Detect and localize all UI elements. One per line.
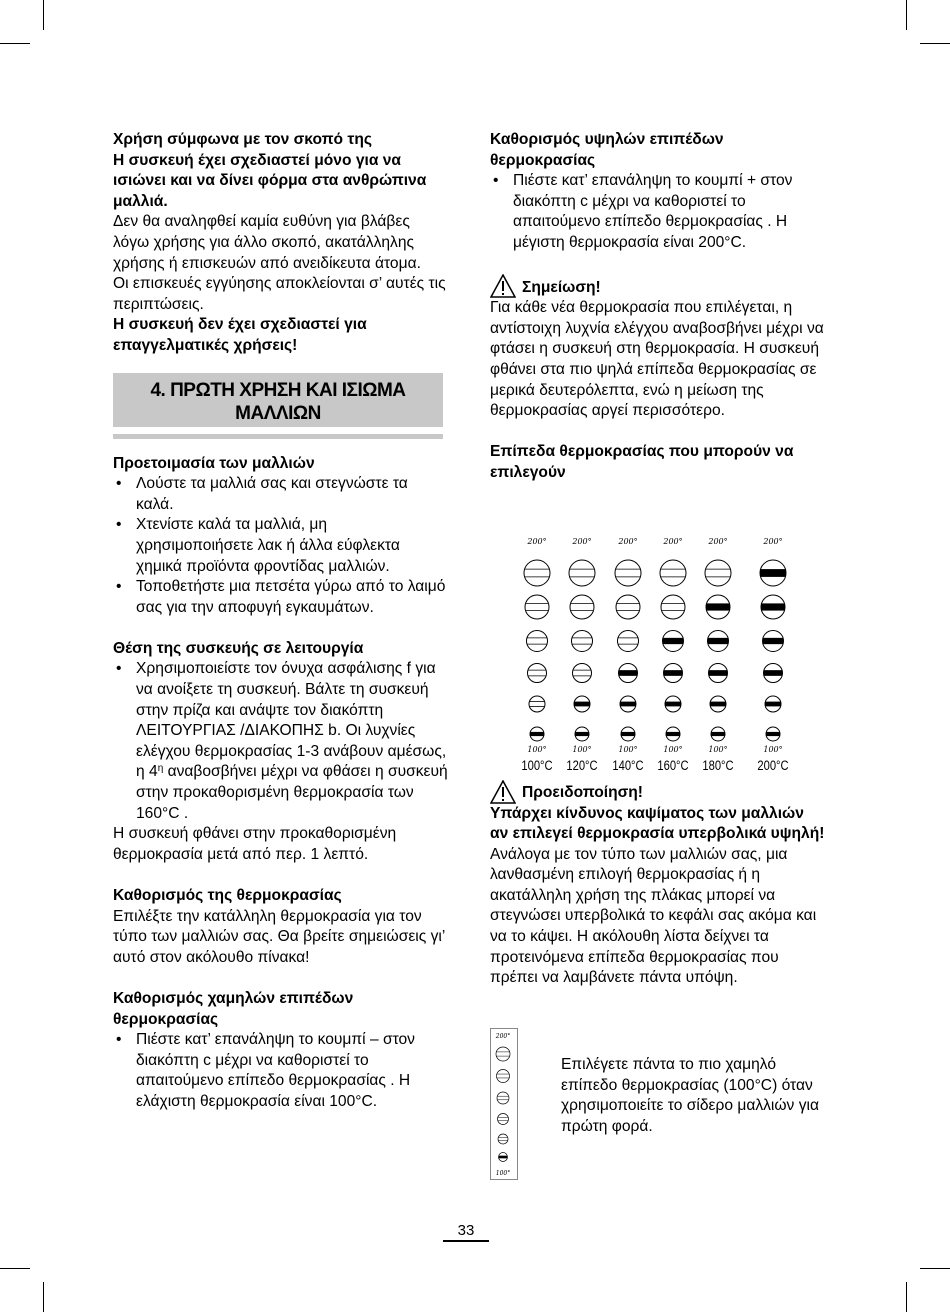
first-use-text: Επιλέγετε πάντα το πιο χαμηλό επίπεδο θερμοκρασίας (100°C) όταν χρησιμοποιείτε το σίδερο μαλλιών για πρώτη φορά.: [561, 1056, 819, 1135]
top-temp-label: 200°: [527, 536, 547, 546]
crop-mark: [0, 1268, 30, 1269]
crop-mark: [43, 1282, 44, 1312]
indicator-lamp: [499, 1153, 508, 1162]
temperature-column-label: 100°C: [521, 757, 553, 773]
indicator-lamp: [496, 1047, 510, 1061]
indicator-lamp: [529, 696, 545, 712]
note-title: Σημείωση!: [522, 278, 601, 296]
hair-prep-list: [113, 474, 448, 618]
intended-use-title: Χρήση σύμφωνα με τον σκοπό της: [113, 131, 372, 148]
temperature-column-label: 120°C: [566, 757, 598, 773]
indicator-lamp: [621, 727, 635, 741]
indicator-lamp: [527, 630, 548, 651]
indicator-lamp: [764, 663, 783, 682]
strip-bottom-label: 100°: [495, 1170, 511, 1177]
warning-text: Ανάλογα με τον τύπο των μαλλιών σας, μια λανθασμένη επιλογή θερμοκρασίας ή η ακατάλληλη χρήση της πλάκας μπορεί να στεγνώσει υπερβολικά το κεφάλι σας ακόμα και να το κάψει. Η ακόλουθη λίστα δείχνει τα προτεινόμενα επίπεδα θερμοκρασίας που πρέπει να λαμβάνετε πάντα υπόψη.: [490, 845, 817, 987]
indicator-lamp: [761, 595, 785, 619]
indicator-strip-diagram: [491, 1029, 517, 1179]
indicator-lamp: [615, 560, 641, 586]
indicator-lamp: [525, 595, 549, 619]
indicator-lamp: [661, 595, 685, 619]
bottom-temp-label: 100°: [663, 744, 683, 754]
indicator-lamp: [570, 595, 594, 619]
top-temp-label: 200°: [572, 536, 592, 546]
section-title-line2: ΜΑΛΛΙΩΝ: [235, 402, 321, 424]
indicator-lamp: [573, 663, 592, 682]
bottom-temp-label: 100°: [708, 744, 728, 754]
professional-use-warning: Η συσκευή δεν έχει σχεδιαστεί για επαγγελματικές χρήσεις!: [113, 316, 367, 354]
indicator-lamp: [660, 560, 686, 586]
top-temp-label: 200°: [618, 536, 638, 546]
low-temp-list: [113, 1030, 448, 1112]
high-temp-title: Καθορισμός υψηλών επιπέδων θερμοκρασίας: [490, 131, 724, 169]
indicator-lamp: [616, 595, 640, 619]
temperature-column-label: 140°C: [612, 757, 644, 773]
temp-setting-title: Καθορισμός της θερμοκρασίας: [113, 887, 342, 904]
temperature-column-label: 180°C: [702, 757, 734, 773]
indicator-lamp: [763, 630, 784, 651]
low-temp-title: Καθορισμός χαμηλών επιπέδων θερμοκρασίας: [113, 989, 354, 1028]
high-temp-list: [490, 171, 825, 253]
indicator-lamp: [766, 727, 780, 741]
indicator-lamp: [710, 696, 726, 712]
note-text: Για κάθε νέα θερμοκρασία που επιλέγεται, η αντίστοιχη λυχνία ελέγχου αναβοσβήνει μέχρι να φτάσει η συσκευή στη θερμοκρασία. Η συσκευή φθάνει στα πιο ψηλά επίπεδα θερμοκρασίας σε μερικά δευτερόλεπτα, ενώ η μείωση της θερμοκρασίας αργεί περισσότερο.: [490, 299, 824, 420]
indicator-lamp: [705, 560, 731, 586]
list-item: • Χτενίστε καλά τα μαλλιά, μη χρησιμοποιήσετε λακ ή άλλα εύφλεκτα χημικά προϊόντα φροντίδας μαλλιών.: [113, 515, 448, 577]
page-number: 33: [457, 1222, 475, 1239]
bottom-temp-label: 100°: [618, 744, 638, 754]
temp-setting-text: Επιλέξτε την κατάλληλη θερμοκρασία για τον τύπο των μαλλιών σας. Θα βρείτε σημειώσεις γι’ αυτό στον ακόλουθο πίνακα!: [113, 907, 445, 966]
crop-mark: [0, 43, 30, 44]
warning-bold: Υπάρχει κίνδυνος καψίματος των μαλλιών αν επιλεγεί θερμοκρασία υπερβολικά υψηλή!: [490, 804, 825, 843]
temperature-level-table: [490, 506, 820, 773]
indicator-lamp: [569, 560, 595, 586]
section-banner: [113, 373, 443, 427]
crop-mark: [906, 1282, 907, 1312]
liability-text: Δεν θα αναληφθεί καμία ευθύνη για βλάβες λόγω χρήσης για άλλο σκοπό, ακατάλληλης χρήσης ή επισκευών από ανειδίκευτα άτομα.: [113, 213, 421, 272]
indicator-lamp: [665, 696, 681, 712]
right-column: [490, 130, 825, 989]
top-temp-label: 200°: [763, 536, 783, 546]
indicator-lamp: [575, 727, 589, 741]
list-item: • Λούστε τα μαλλιά σας και στεγνώστε τα καλά.: [113, 474, 448, 515]
bottom-temp-label: 100°: [572, 744, 592, 754]
list-item: • Πιέστε κατ’ επανάληψη το κουμπί + στον διακόπτη c μέχρι να καθοριστεί το απαιτούμενο επίπεδο θερμοκρασίας . Η μέγιστη θερμοκρασία είναι 200°C.: [490, 171, 825, 253]
temperature-column-label: 160°C: [657, 757, 689, 773]
top-temp-label: 200°: [663, 536, 683, 546]
hair-prep-title: Προετοιμασία των μαλλιών: [113, 454, 315, 472]
indicator-lamp: [530, 727, 544, 741]
indicator-lamp: [524, 560, 550, 586]
warning-triangle-icon: [490, 780, 516, 804]
section-title-line1: 4. ΠΡΩΤΗ ΧΡΗΣΗ ΚΑΙ ΙΣΙΩΜΑ: [150, 379, 406, 401]
list-item: • Τοποθετήστε μια πετσέτα γύρω από το λαιμό σας για την αποφυγή εγκαυμάτων.: [113, 577, 448, 618]
indicator-lamp: [708, 630, 729, 651]
warning-triangle-icon: [490, 274, 516, 298]
indicator-lamp: [574, 696, 590, 712]
warning-title: Προειδοποίηση!: [522, 783, 643, 801]
warranty-text: Οι επισκευές εγγύησης αποκλείονται σ’ αυτές τις περιπτώσεις.: [113, 275, 446, 313]
indicator-lamp: [620, 696, 636, 712]
crop-mark: [920, 1268, 950, 1269]
warning-heading: [490, 780, 825, 804]
indicator-lamp: [572, 630, 593, 651]
temp-levels-title: Επίπεδα θερμοκρασίας που μπορούν να επιλεγούν: [490, 443, 794, 481]
list-item: [113, 659, 448, 824]
operation-text-a: Χρησιμοποιείστε τον όνυχα ασφάλισης f για να ανοίξετε τη συσκευή. Βάλτε τη συσκευή στην πρίζα και ανάψτε τον διακόπτη ΛΕΙΤΟΥΡΓΙΑΣ /ΔΙΑΚΟΠΗΣ b. Οι λυχνίες ελέγχου θερμοκρασίας 1-3 ανάβουν αμέσως, η 4: [136, 660, 447, 781]
crop-mark: [906, 0, 907, 30]
indicator-strip: [490, 1028, 518, 1180]
crop-mark: [43, 0, 44, 30]
indicator-lamp: [711, 727, 725, 741]
top-temp-label: 200°: [708, 536, 728, 546]
preset-temp-text: Η συσκευή φθάνει στην προκαθορισμένη θερμοκρασία μετά από περ. 1 λεπτό.: [113, 825, 397, 863]
indicator-lamp: [663, 630, 684, 651]
note-heading: [490, 274, 825, 298]
indicator-lamp: [528, 663, 547, 682]
indicator-lamp: [619, 663, 638, 682]
operation-list: [113, 659, 448, 824]
page-number-rule: [443, 1240, 489, 1242]
indicator-lamp: [706, 595, 730, 619]
indicator-lamp: [618, 630, 639, 651]
crop-mark: [920, 43, 950, 44]
indicator-lamp: [498, 1114, 509, 1125]
operation-text-b: αναβοσβήνει μέχρι να φθάσει η συσκευή στην προκαθορισμένη θερμοκρασία των 160°C .: [136, 763, 448, 822]
indicator-lamp: [664, 663, 683, 682]
strip-top-label: 200°: [495, 1033, 511, 1040]
intended-use-bold: Η συσκευή έχει σχεδιαστεί μόνο για να ισιώνει και να δίνει φόρμα στα ανθρώπινα μαλλιά.: [113, 151, 427, 210]
indicator-lamp: [497, 1070, 510, 1083]
indicator-lamp: [497, 1092, 509, 1104]
indicator-lamp: [760, 560, 786, 586]
indicator-lamp: [765, 696, 781, 712]
operation-title: Θέση της συσκευής σε λειτουργία: [113, 639, 364, 657]
temperature-column-label: 200°C: [757, 757, 789, 773]
list-item: • Πιέστε κατ’ επανάληψη το κουμπί – στον διακόπτη c μέχρι να καθοριστεί το απαιτούμενο επίπεδο θερμοκρασίας . Η ελάχιστη θερμοκρασία είναι 100°C.: [113, 1030, 448, 1112]
temperature-level-diagram: [490, 506, 820, 776]
ordinal-superscript: η: [157, 763, 164, 775]
bottom-temp-label: 100°: [527, 744, 547, 754]
indicator-lamp: [498, 1134, 508, 1144]
indicator-lamp: [709, 663, 728, 682]
bottom-temp-label: 100°: [763, 744, 783, 754]
left-column: [113, 130, 448, 1113]
indicator-lamp: [666, 727, 680, 741]
